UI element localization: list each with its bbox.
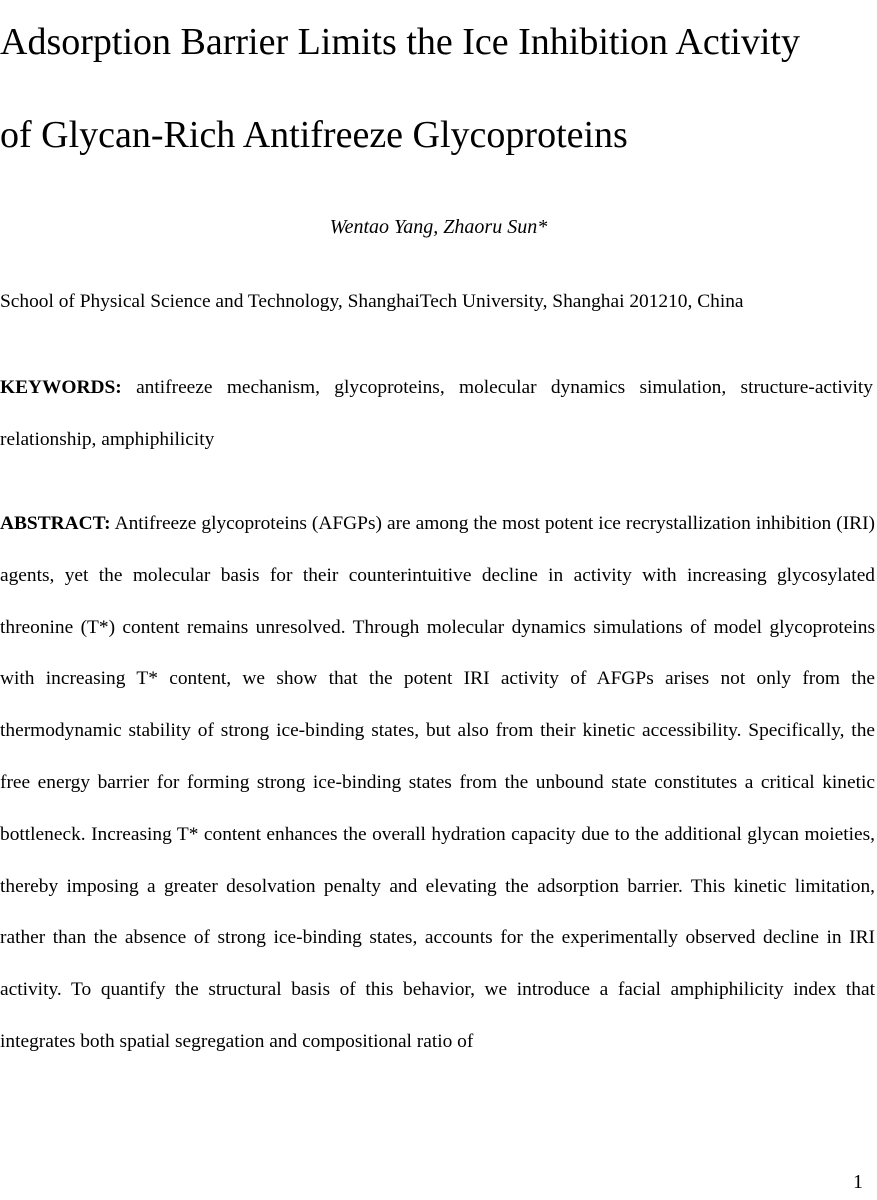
affiliation: School of Physical Science and Technology, ShanghaiTech University, Shanghai 201210, China	[0, 291, 744, 312]
abstract-paragraph	[0, 498, 875, 1068]
abstract-text: Antifreeze glycoproteins (AFGPs) are among the most potent ice recrystallization inhibition (IRI) agents, yet the molecular basis for their counterintuitive decline in activity with increasing glycosylated threonine (T*) content remains unresolved. Through molecular dynamics simulations of model glycoproteins with increasing T* content, we show that the potent IRI activity of AFGPs arises not only from the thermodynamic stability of strong ice-binding states, but also from their kinetic accessibility. Specifically, the free energy barrier for forming strong ice-binding states from the unbound state constitutes a critical kinetic bottleneck. Increasing T* content enhances the overall hydration capacity due to the additional glycan moieties, thereby imposing a greater desolvation penalty and elevating the adsorption barrier. This kinetic limitation, rather than the absence of strong ice-binding states, accounts for the experimentally observed decline in IRI activity. To quantify the structural basis of this behavior, we introduce a facial amphiphilicity index that integrates both spatial segregation and compositional ratio of	[0, 513, 875, 1052]
title-line-1: Adsorption Barrier Limits the Ice Inhibition Activity	[0, 21, 800, 63]
keywords-paragraph	[0, 362, 873, 466]
paper-title	[0, 0, 877, 182]
author-list: Wentao Yang, Zhaoru Sun*	[329, 216, 548, 238]
title-line-2: of Glycan-Rich Antifreeze Glycoproteins	[0, 114, 628, 156]
page-number: 1	[853, 1171, 863, 1193]
keywords-text: antifreeze mechanism, glycoproteins, molecular dynamics simulation, structure-activity relationship, amphiphilicity	[0, 377, 873, 450]
abstract-label: ABSTRACT:	[0, 513, 111, 534]
keywords-label: KEYWORDS:	[0, 377, 122, 398]
